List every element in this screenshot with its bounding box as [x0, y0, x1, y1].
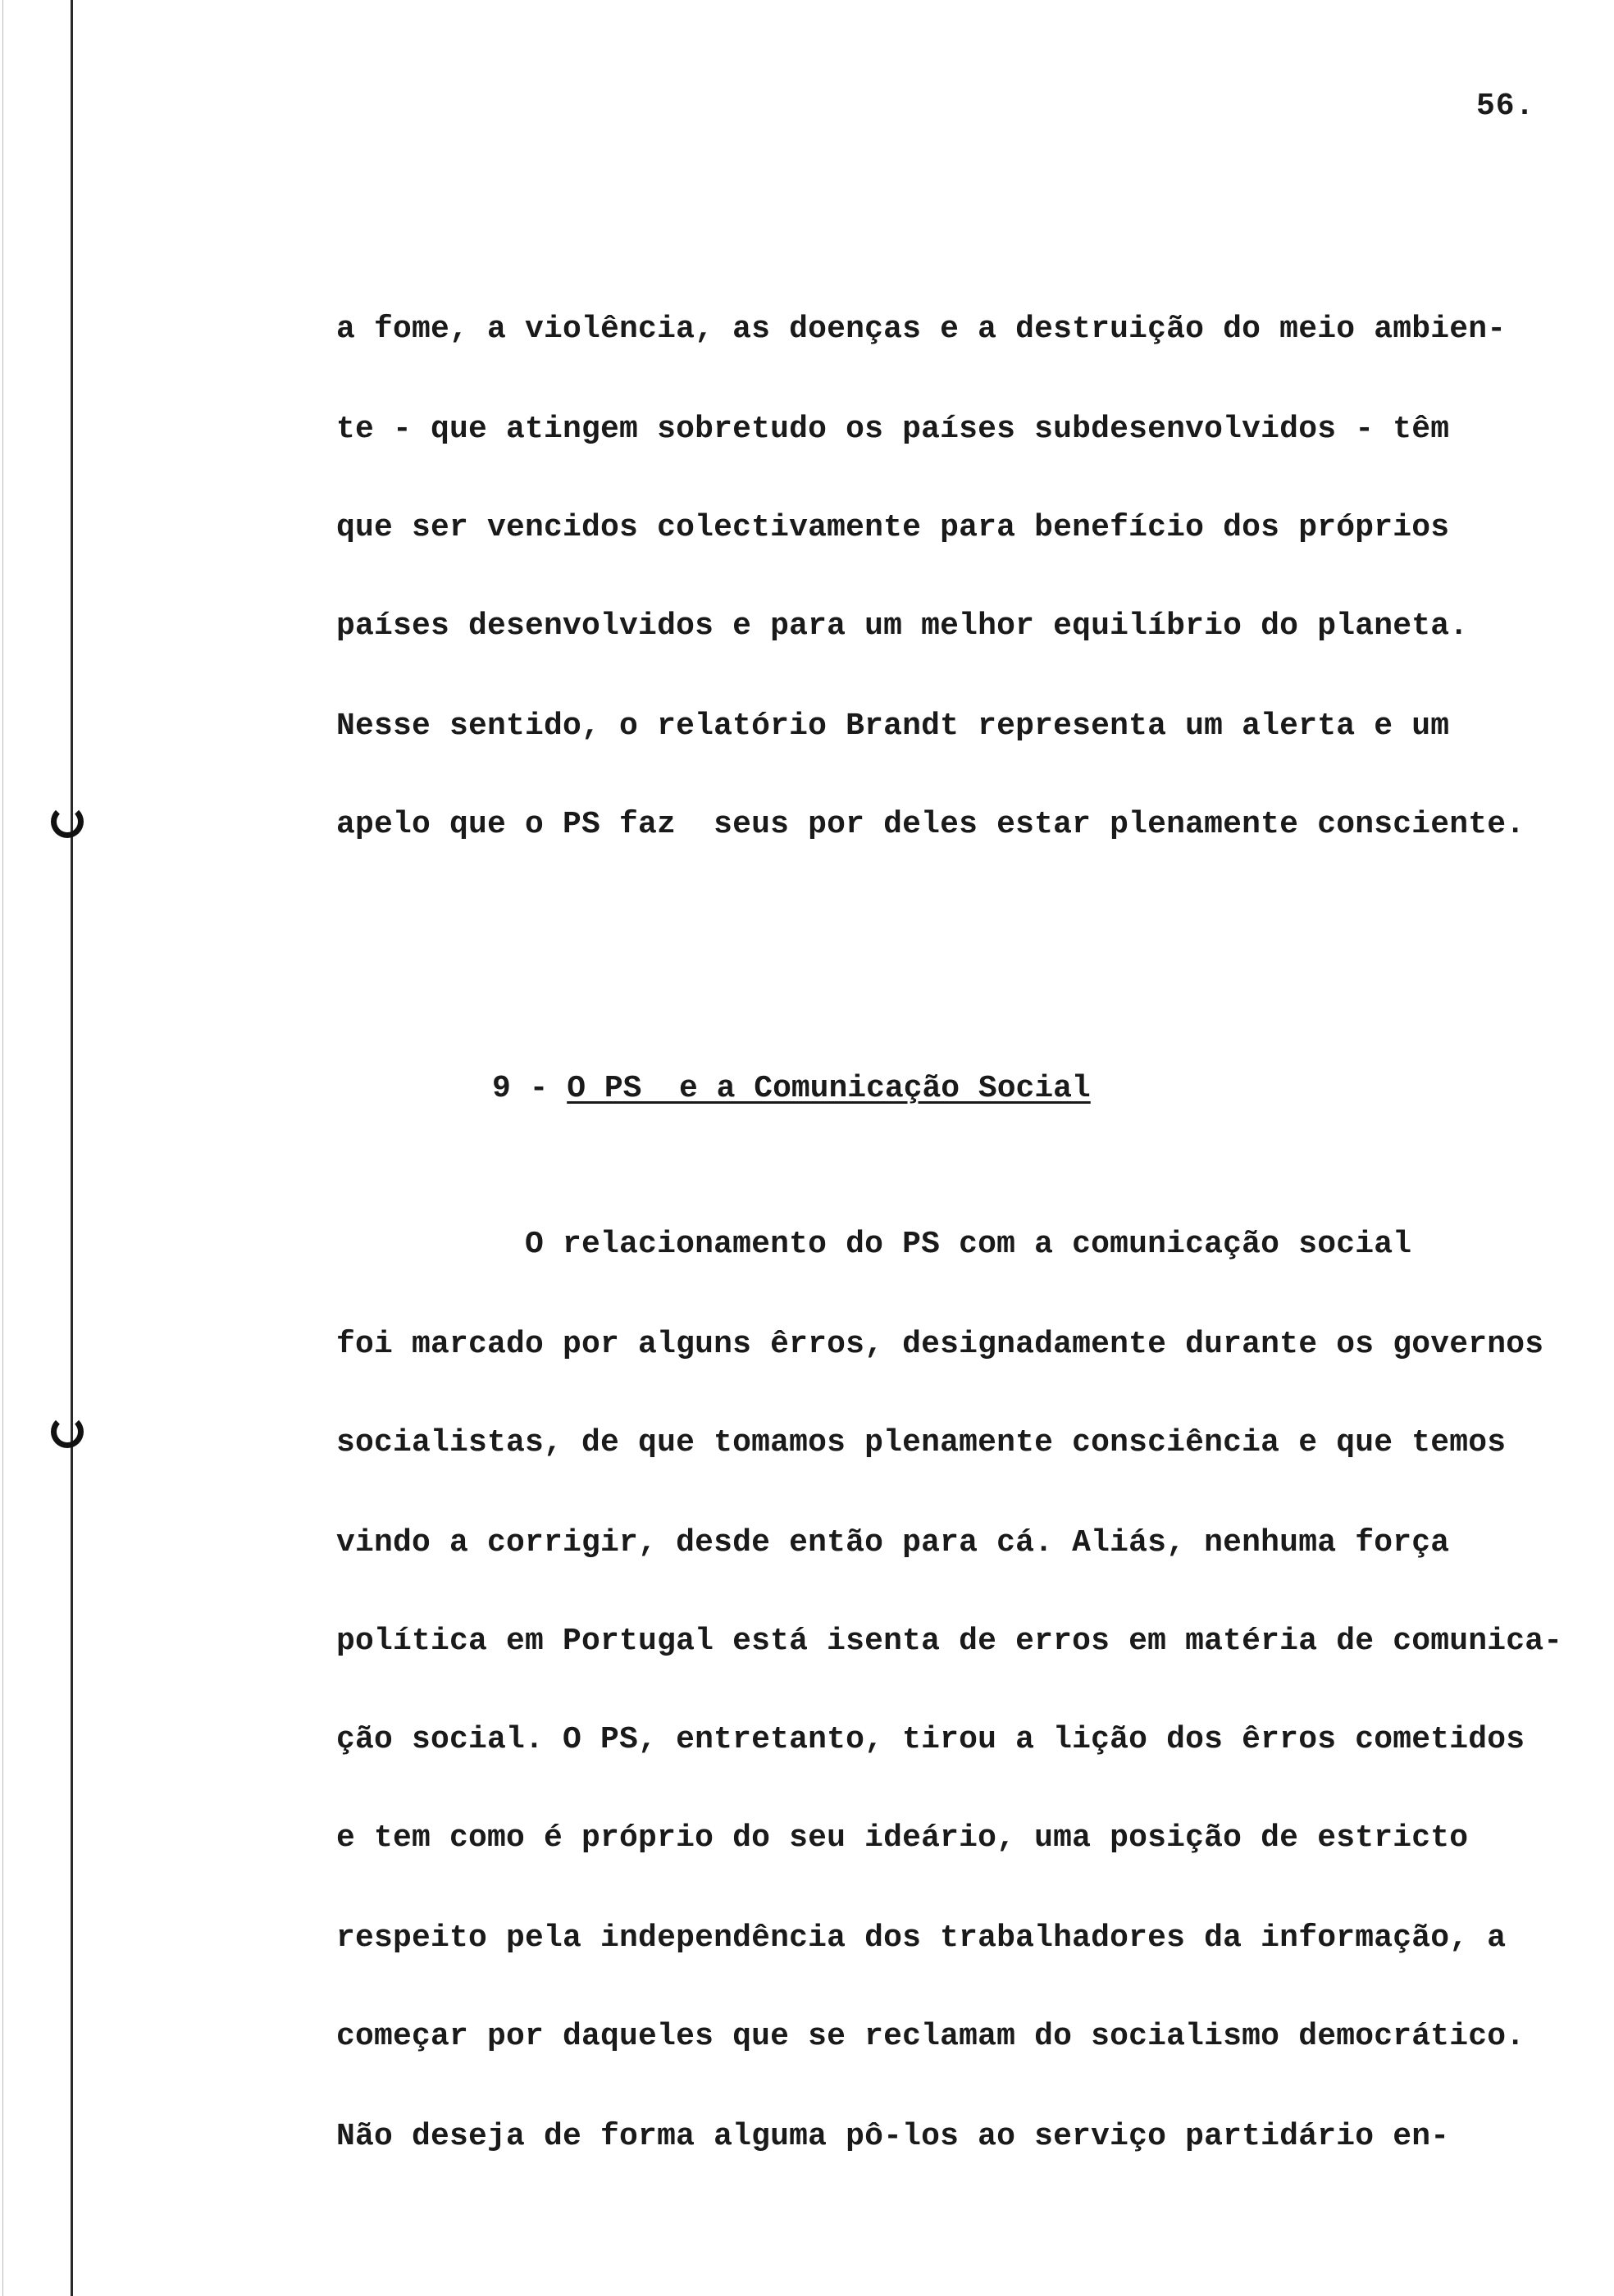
text-line: Nesse sentido, o relatório Brandt representa um alerta e um	[336, 708, 1450, 744]
section-title: O PS e a Comunicação Social	[567, 1071, 1091, 1106]
section-heading	[492, 1071, 1091, 1106]
punch-hole-bottom	[51, 1415, 84, 1448]
section-number: 9 -	[492, 1071, 549, 1106]
page-number: 56.	[1476, 89, 1535, 124]
text-line: países desenvolvidos e para um melhor equilíbrio do planeta.	[336, 608, 1469, 644]
text-line: te - que atingem sobretudo os países subdesenvolvidos - têm	[336, 412, 1450, 447]
text-line: socialistas, de que tomamos plenamente consciência e que temos	[336, 1425, 1507, 1460]
binder-line	[71, 0, 73, 2296]
text-line: vindo a corrigir, desde então para cá. Aliás, nenhuma força	[336, 1525, 1450, 1560]
text-line: apelo que o PS faz seus por deles estar plenamente consciente.	[336, 807, 1525, 842]
text-line: que ser vencidos colectivamente para benefício dos próprios	[336, 510, 1450, 545]
punch-hole-top	[51, 805, 84, 838]
binder-edge	[2, 0, 3, 2296]
text-line: Não deseja de forma alguma pô-los ao serviço partidário en-	[336, 2119, 1450, 2154]
text-line: e tem como é próprio do seu ideário, uma posição de estricto	[336, 1820, 1469, 1856]
text-line: começar por daqueles que se reclamam do socialismo democrático.	[336, 2019, 1525, 2054]
text-line: respeito pela independência dos trabalhadores da informação, a	[336, 1920, 1507, 1956]
text-line: a fome, a violência, as doenças e a destruição do meio ambien-	[336, 312, 1507, 347]
text-line: foi marcado por alguns êrros, designadamente durante os governos	[336, 1327, 1544, 1362]
text-line: ção social. O PS, entretanto, tirou a lição dos êrros cometidos	[336, 1722, 1525, 1757]
text-line: O relacionamento do PS com a comunicação social	[336, 1227, 1412, 1262]
text-line: política em Portugal está isenta de erros em matéria de comunica-	[336, 1624, 1563, 1659]
